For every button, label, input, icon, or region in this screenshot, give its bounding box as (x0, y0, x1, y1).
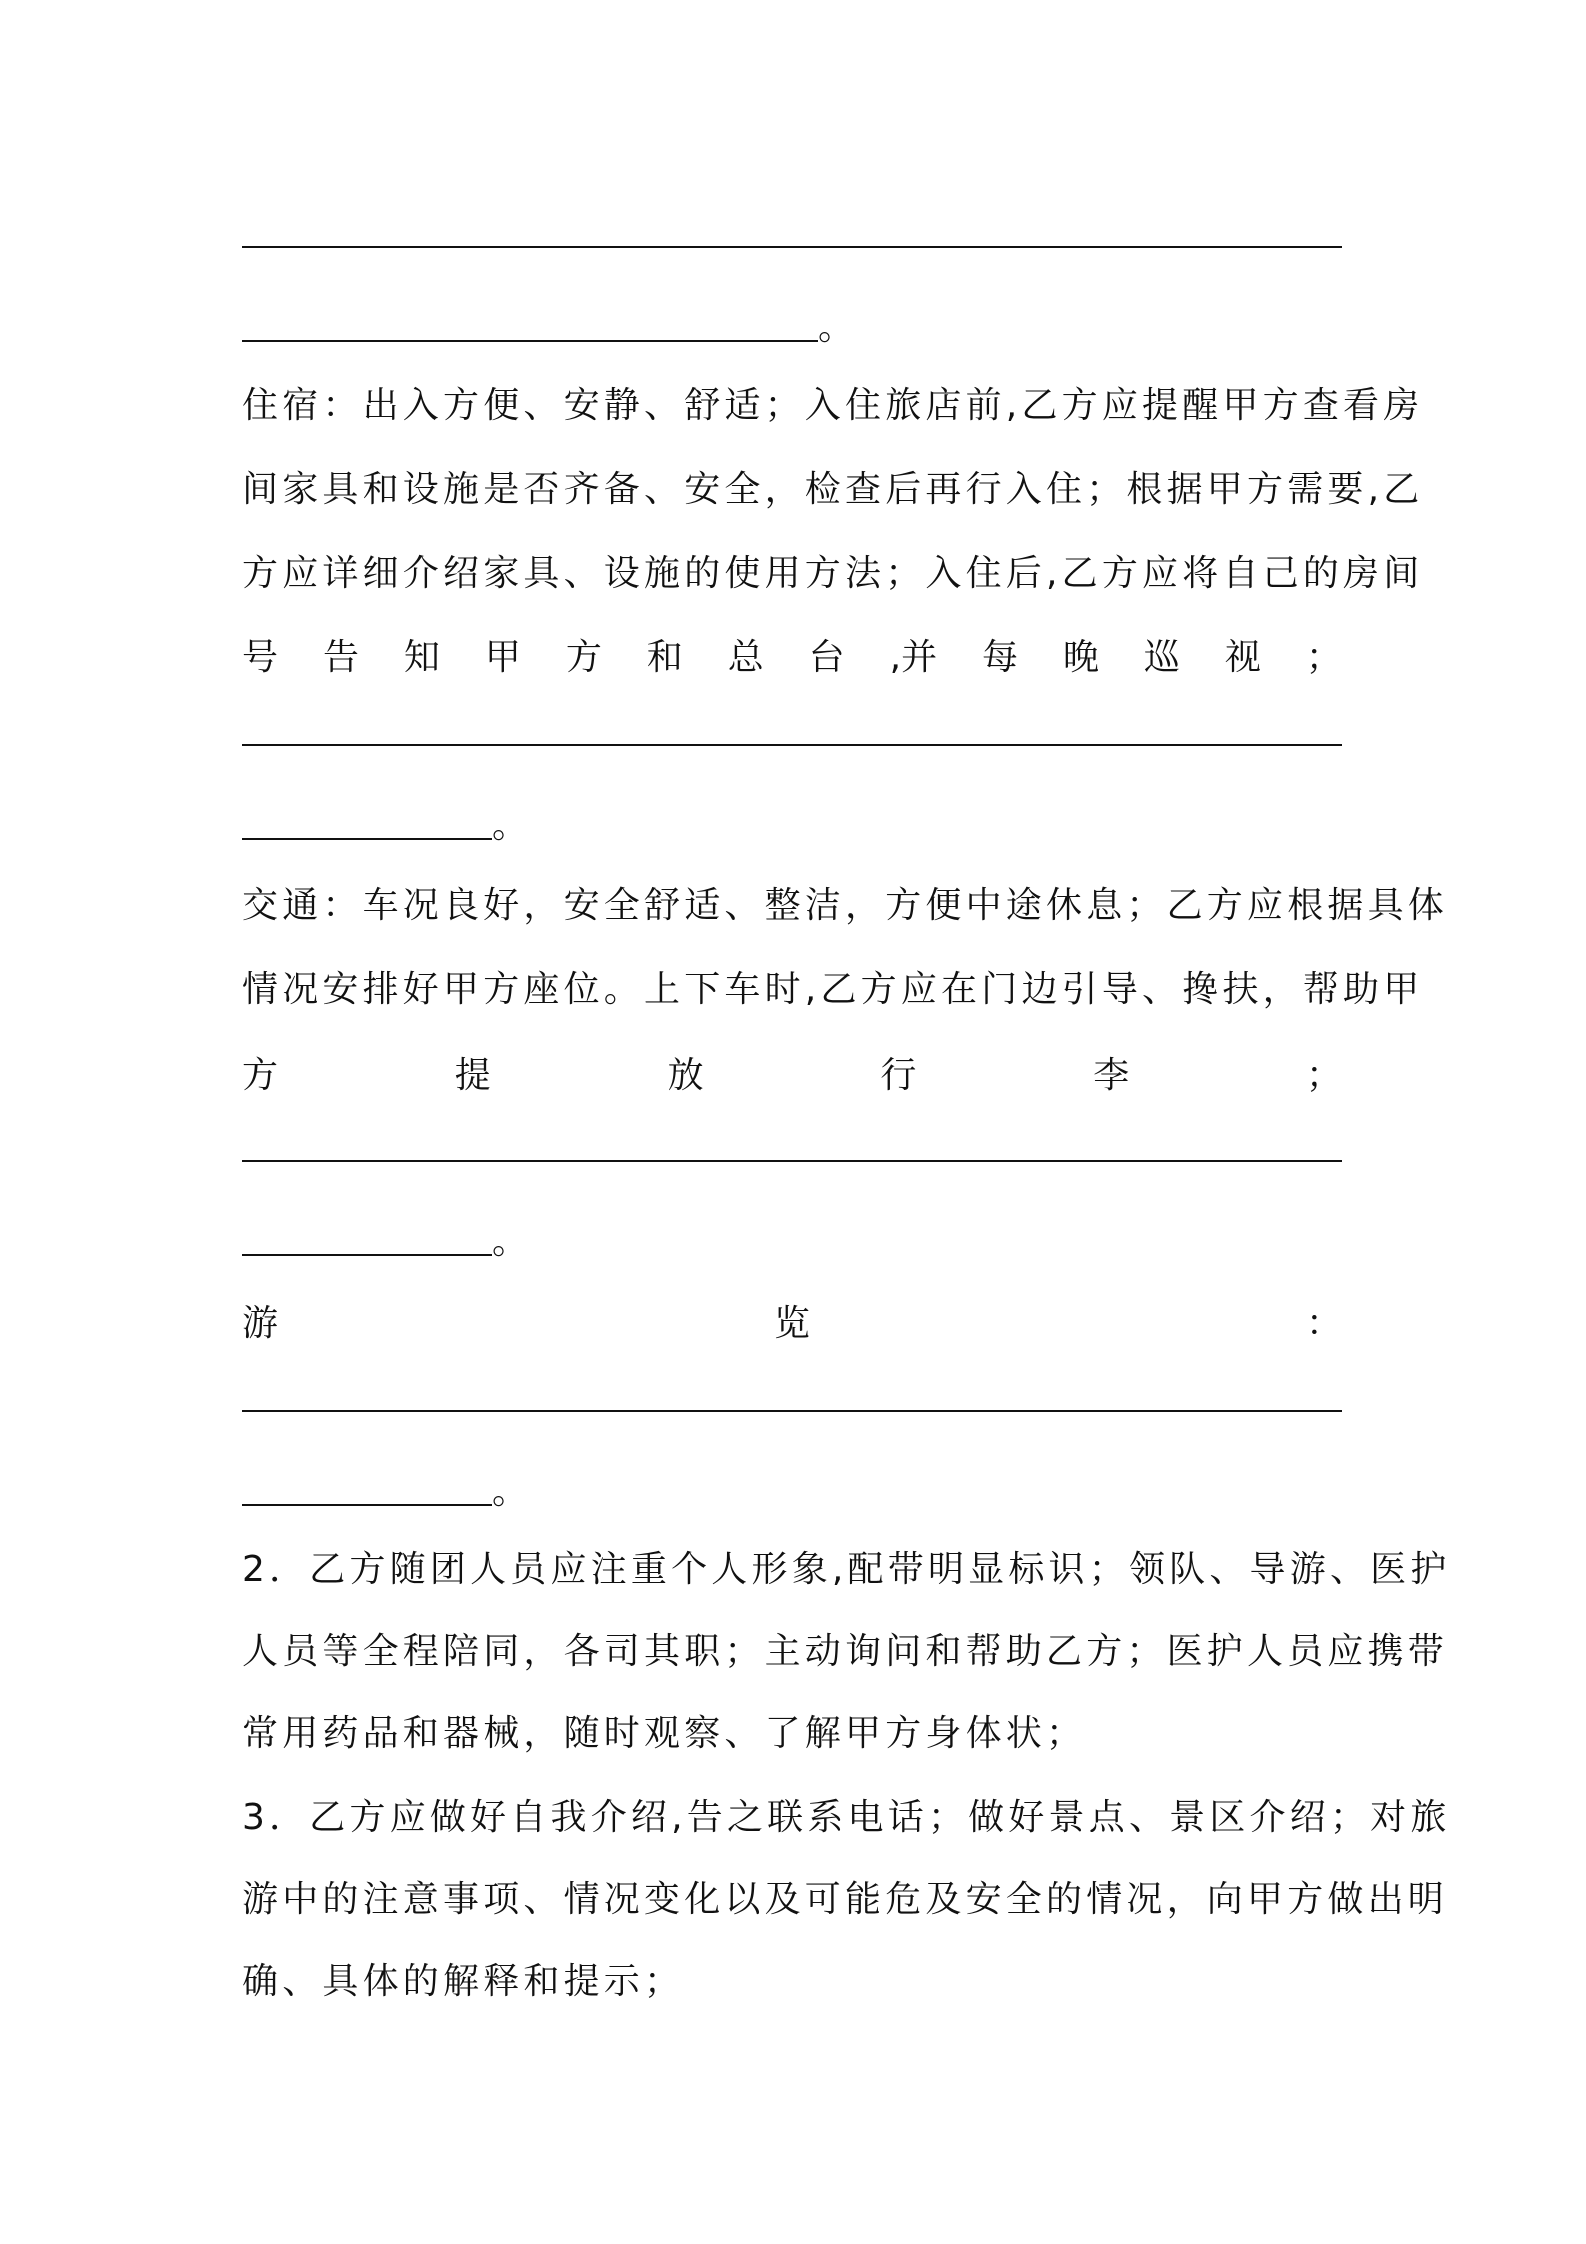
paragraph-text: 游中的注意事项、情况变化以及可能危及安全的情况，向甲方做出明 (242, 1879, 1449, 1920)
fill-in-rule (242, 838, 492, 840)
paragraph-text: 间家具和设施是否齐备、安全，检查后再行入住；根据甲方需要,乙 (242, 469, 1424, 510)
fill-in-rule (242, 1410, 1342, 1412)
item2-line-2 (242, 1622, 1449, 1682)
char: 晚 (1062, 637, 1099, 678)
char: ； (1305, 1055, 1342, 1096)
paragraph-text: 常用药品和器械，随时观察、了解甲方身体状； (242, 1713, 1087, 1754)
fill-in-stub (242, 298, 1342, 358)
char: 号 (242, 637, 279, 678)
lodging-line-1 (242, 376, 1424, 436)
char: 行 (880, 1055, 917, 1096)
paragraph-text: 确、具体的解释和提示； (242, 1961, 685, 2002)
fill-in-rule (242, 1504, 492, 1506)
char: 巡 (1143, 637, 1180, 678)
char: 览 (773, 1303, 810, 1344)
lodging-line-2 (242, 460, 1424, 520)
char: ,并 (889, 637, 938, 678)
lodging-line-4 (242, 628, 1342, 688)
char: 放 (667, 1055, 704, 1096)
lodging-blank-2 (242, 796, 1342, 856)
item3-line-2 (242, 1870, 1449, 1930)
char: 方 (242, 1055, 279, 1096)
blank-line-top-2 (242, 298, 1342, 358)
item3-line-3 (242, 1952, 1342, 2012)
transport-line-2 (242, 960, 1424, 1020)
transport-blank-1 (242, 1130, 1342, 1190)
paragraph-text: 住宿：出入方便、安静、舒适；入住旅店前,乙方应提醒甲方查看房 (242, 385, 1424, 426)
char: 李 (1093, 1055, 1130, 1096)
char: ； (1305, 637, 1342, 678)
tour-blank-2 (242, 1462, 1342, 1522)
lodging-blank-1 (242, 714, 1342, 774)
item2-line-3 (242, 1704, 1342, 1764)
fill-in-rule (242, 340, 818, 342)
lodging-line-3 (242, 544, 1424, 604)
tour-line-1 (242, 1294, 1342, 1354)
char: 告 (322, 637, 359, 678)
char: 总 (727, 637, 764, 678)
char: 知 (403, 637, 440, 678)
transport-line-3 (242, 1046, 1342, 1106)
period: 。 (492, 1471, 529, 1512)
fill-in-rule (242, 744, 1342, 746)
paragraph-text: 人员等全程陪同，各司其职；主动询问和帮助乙方；医护人员应携带 (242, 1631, 1449, 1672)
item3-line-1 (242, 1788, 1451, 1848)
fill-in-rule (242, 1160, 1342, 1162)
char: ： (1305, 1303, 1342, 1344)
blank-line-top-1 (242, 216, 1342, 276)
char: 台 (808, 637, 845, 678)
tour-blank-1 (242, 1380, 1342, 1440)
char: 视 (1224, 637, 1261, 678)
char: 方 (565, 637, 602, 678)
fill-in-stub (242, 1462, 1342, 1522)
fill-in-stub (242, 1212, 1342, 1272)
paragraph-text: 3．乙方应做好自我介绍,告之联系电话；做好景点、景区介绍；对旅 (242, 1797, 1451, 1838)
fill-in-rule (242, 1254, 492, 1256)
paragraph-text: 交通：车况良好，安全舒适、整洁，方便中途休息；乙方应根据具体 (242, 885, 1449, 926)
char: 每 (982, 637, 1019, 678)
period: 。 (492, 805, 529, 846)
fill-in-rule (242, 246, 1342, 248)
item2-line-1 (242, 1540, 1451, 1600)
char: 游 (242, 1303, 279, 1344)
transport-line-1 (242, 876, 1449, 936)
transport-blank-2 (242, 1212, 1342, 1272)
char: 和 (646, 637, 683, 678)
paragraph-text: 情况安排好甲方座位。上下车时,乙方应在门边引导、搀扶，帮助甲 (242, 969, 1424, 1010)
char: 提 (454, 1055, 491, 1096)
paragraph-text: 2．乙方随团人员应注重个人形象,配带明显标识；领队、导游、医护 (242, 1549, 1451, 1590)
period: 。 (818, 307, 855, 348)
fill-in-stub (242, 796, 1342, 856)
char: 甲 (484, 637, 521, 678)
paragraph-text: 方应详细介绍家具、设施的使用方法；入住后,乙方应将自己的房间 (242, 553, 1424, 594)
period: 。 (492, 1221, 529, 1262)
